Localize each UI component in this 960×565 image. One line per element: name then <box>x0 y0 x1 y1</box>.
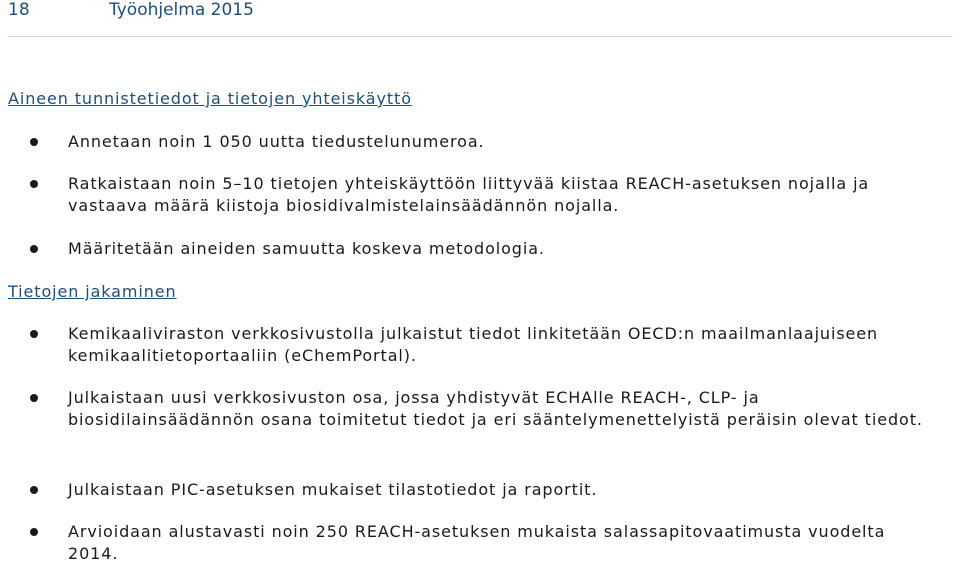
bullet-icon <box>30 245 38 253</box>
page-header <box>0 0 960 36</box>
list-item: Annetaan noin 1 050 uutta tiedustelunumeroa. <box>68 132 485 151</box>
bullet-icon <box>30 330 38 338</box>
bullet-icon <box>30 528 38 536</box>
list-item: Määritetään aineiden samuutta koskeva metodologia. <box>68 239 545 258</box>
section-heading-identification: Aineen tunnistetiedot ja tietojen yhteiskäyttö <box>8 89 412 108</box>
header-divider <box>8 36 952 37</box>
bullet-icon <box>30 138 38 146</box>
list-item: Arvioidaan alustavasti noin 250 REACH-asetuksen mukaista salassapitovaatimusta vuodelta 2014. <box>68 522 886 563</box>
page-number: 18 <box>8 0 30 20</box>
list-item: Julkaistaan PIC-asetuksen mukaiset tilastotiedot ja raportit. <box>68 480 598 499</box>
bullet-icon <box>30 486 38 494</box>
list-item: Ratkaistaan noin 5–10 tietojen yhteiskäyttöön liittyvää kiistaa REACH-asetuksen nojalla ja vastaava määrä kiistoja biosidivalmistelainsäädännön nojalla. <box>68 174 870 215</box>
section-heading-data-sharing: Tietojen jakaminen <box>8 282 177 301</box>
list-item: Kemikaaliviraston verkkosivustolla julkaistut tiedot linkitetään OECD:n maailmanlaajuiseen kemikaalitietoportaaliin (eChemPortal). <box>68 324 879 365</box>
list-item: Julkaistaan uusi verkkosivuston osa, jossa yhdistyvät ECHAlle REACH-, CLP- ja biosidilainsäädännön osana toimitetut tiedot ja eri sääntelymenettelyistä peräisin olevat tiedot. <box>68 388 923 429</box>
running-title: Työohjelma 2015 <box>109 0 254 20</box>
bullet-icon <box>30 180 38 188</box>
bullet-icon <box>30 394 38 402</box>
